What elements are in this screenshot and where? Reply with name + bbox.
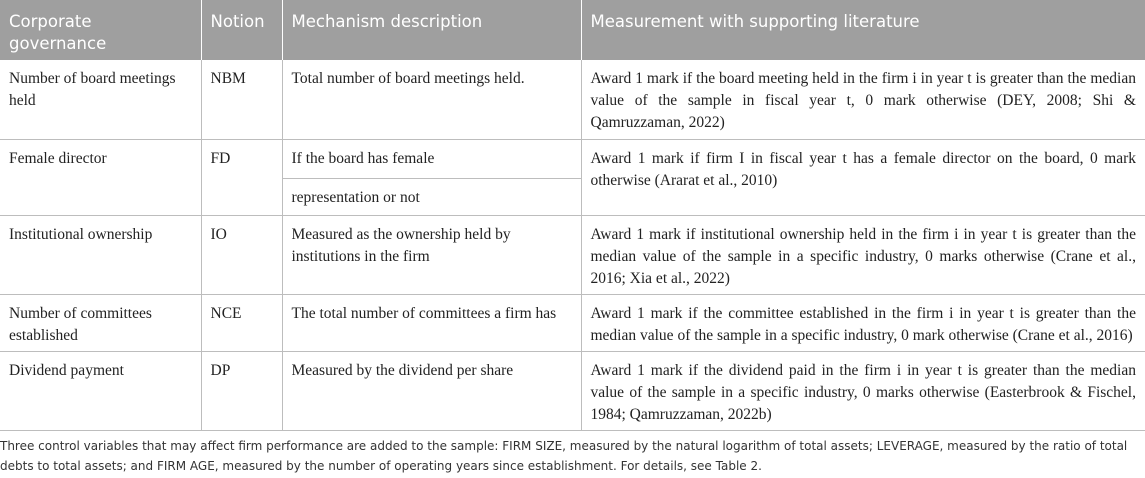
cell-notion: NBM — [201, 60, 282, 139]
cell-governance: Female director — [0, 139, 201, 215]
header-measurement: Measurement with supporting literature — [581, 0, 1145, 60]
header-row — [0, 0, 1145, 60]
cell-measurement: Award 1 mark if the committee established in the firm i in year t is greater than the median value of the sample in a specific industry, 0 mark otherwise (Crane et al., 2016) — [581, 294, 1145, 351]
cell-notion: DP — [201, 351, 282, 430]
table-row — [0, 294, 1145, 351]
table-footnote: Three control variables that may affect firm performance are added to the sample: FIRM SIZE, measured by the natural logarithm of total assets; LEVERAGE, measured by the ratio of total debts to total assets; and FIRM AGE, measured by the number of operating years since establishment. For details, see Table 2. — [0, 439, 1128, 473]
header-notion: Notion — [201, 0, 282, 60]
cell-mechanism-part: If the board has female — [283, 140, 581, 179]
cell-mechanism: Measured as the ownership held by institutions in the firm — [282, 215, 581, 294]
cell-measurement: Award 1 mark if institutional ownership held in the firm i in year t is greater than the median value of the sample in a specific industry, 0 marks otherwise (Crane et al., 2016; Xia et al., 2022) — [581, 215, 1145, 294]
cell-mechanism: The total number of committees a firm has — [282, 294, 581, 351]
table-header — [0, 0, 1145, 60]
cell-mechanism — [282, 139, 581, 215]
cell-measurement: Award 1 mark if the board meeting held in the firm i in year t is greater than the median value of the sample in fiscal year t, 0 mark otherwise (DEY, 2008; Shi & Qamruzzaman, 2022) — [581, 60, 1145, 139]
cell-governance: Institutional ownership — [0, 215, 201, 294]
header-mechanism-description: Mechanism description — [282, 0, 581, 60]
cell-mechanism: Measured by the dividend per share — [282, 351, 581, 430]
table-row — [0, 351, 1145, 430]
header-corporate-governance: Corporate governance — [0, 0, 201, 60]
cell-measurement: Award 1 mark if the dividend paid in the firm i in year t is greater than the median value of the sample in a specific industry, 0 marks otherwise (Easterbrook & Fischel, 1984; Qamruzzaman, 2022b) — [581, 351, 1145, 430]
cell-governance: Number of committees established — [0, 294, 201, 351]
cell-mechanism: Total number of board meetings held. — [282, 60, 581, 139]
cell-mechanism-part: representation or not — [291, 188, 420, 206]
table-row — [0, 215, 1145, 294]
table-row — [0, 60, 1145, 139]
cell-governance: Number of board meetings held — [0, 60, 201, 139]
table-row — [0, 139, 1145, 215]
cell-notion: NCE — [201, 294, 282, 351]
cell-measurement: Award 1 mark if firm I in fiscal year t has a female director on the board, 0 mark otherwise (Ararat et al., 2010) — [581, 139, 1145, 215]
table-body — [0, 60, 1145, 430]
cell-notion: FD — [201, 139, 282, 215]
cell-notion: IO — [201, 215, 282, 294]
cell-governance: Dividend payment — [0, 351, 201, 430]
